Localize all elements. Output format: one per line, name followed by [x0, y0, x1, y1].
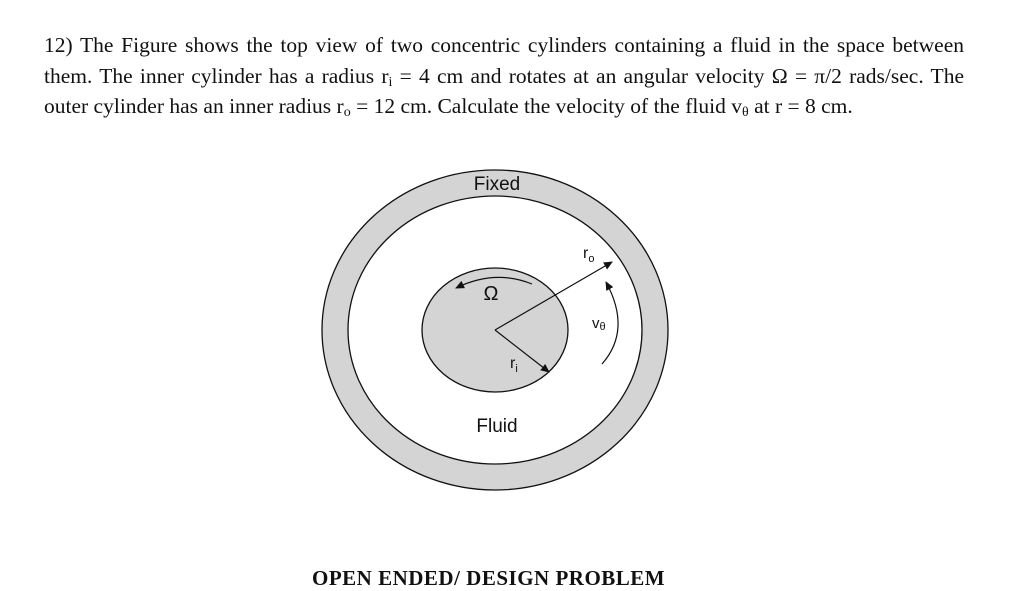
ri-subscript: i: [388, 74, 393, 90]
fixed-label: Fixed: [473, 174, 521, 195]
ro-label-sub: o: [588, 253, 595, 265]
ro-subscript: o: [343, 105, 351, 120]
problem-text-part-2: = 4 cm and rotates at an angular velocity Ω = π/2 rads/sec. The outer cylinder has an inner radius r: [44, 63, 964, 118]
problem-number: 12): [44, 33, 73, 57]
omega-label: Ω: [483, 283, 499, 305]
ro-label-r: r: [583, 245, 589, 262]
vtheta-label-sub: θ: [599, 321, 606, 333]
ri-label-sub: i: [515, 363, 518, 375]
problem-text-part-3: = 12 cm. Calculate the velocity of the fluid v: [350, 94, 742, 118]
problem-text-part-4: at r = 8 cm.: [748, 94, 853, 118]
fluid-label: Fluid: [476, 416, 518, 437]
vtheta-subscript: θ: [741, 105, 749, 120]
vtheta-label-v: v: [592, 315, 600, 332]
next-section-heading-cut: OPEN ENDED/ DESIGN PROBLEM: [312, 566, 666, 590]
problem-text-part-1: The Figure shows the top view of two concentric cylinders containing a fluid in the space between them. The inner cylinder has a radius r: [44, 33, 964, 88]
ri-label-r: r: [510, 355, 516, 372]
